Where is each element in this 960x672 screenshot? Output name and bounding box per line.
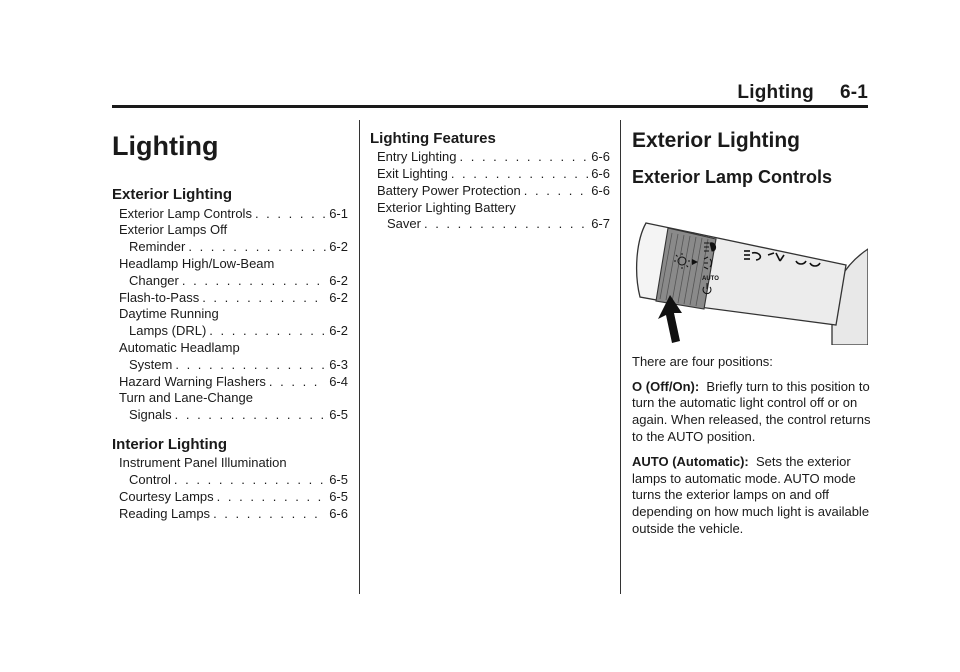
toc-leader-dots: [175, 407, 327, 424]
toc-entry-row: [119, 489, 348, 506]
section-title: Exterior Lighting: [632, 129, 800, 152]
toc-list: [370, 149, 610, 233]
header-page-number: 6-1: [839, 82, 868, 103]
intro-text: There are four positions:: [632, 353, 773, 369]
toc-entry[interactable]: [370, 200, 610, 234]
toc-entry-text: System: [129, 356, 173, 372]
position-text: Briefly turn to this position to turn the automatic light control off or on again. When released, the control returns to the AUTO position.: [632, 378, 871, 444]
toc-entry[interactable]: [112, 256, 348, 290]
column-divider-left: [359, 120, 360, 594]
toc-entry[interactable]: [112, 489, 348, 506]
position-descriptions: [632, 379, 872, 538]
position-term: AUTO (Automatic):: [632, 453, 749, 469]
toc-page-number: 6-2: [329, 323, 348, 339]
toc-entry-row: [377, 216, 610, 233]
toc-column-left: [112, 120, 348, 522]
toc-entry[interactable]: [112, 374, 348, 391]
toc-section-heading: Exterior Lighting: [112, 186, 232, 204]
toc-entry-row: [119, 323, 348, 340]
toc-entry-text: Exterior Lamp Controls: [119, 205, 252, 221]
subsection-title: Exterior Lamp Controls: [632, 167, 833, 188]
toc-page-number: 6-5: [329, 472, 348, 488]
toc-entry-text: Instrument Panel Illumination: [119, 455, 287, 471]
toc-entry-row: [119, 357, 348, 374]
lamp-control-figure: [632, 213, 868, 345]
toc-entry-row: [377, 149, 610, 166]
toc-leader-dots: [188, 239, 326, 256]
toc-leader-dots: [269, 374, 326, 391]
toc-list: [112, 206, 348, 424]
toc-page-number: 6-2: [329, 272, 348, 288]
toc-entry-text: Daytime Running: [119, 306, 219, 322]
toc-entry-text: Hazard Warning Flashers: [119, 373, 266, 389]
toc-leader-dots: [175, 357, 326, 374]
toc-entry[interactable]: [112, 290, 348, 307]
toc-page-number: 6-6: [591, 166, 610, 182]
toc-leader-dots: [182, 273, 326, 290]
toc-entry-text: Reading Lamps: [119, 505, 211, 521]
header-rule: [112, 105, 868, 108]
chapter-title: Lighting: [112, 131, 219, 161]
toc-column-middle: [370, 120, 610, 233]
header-section: Lighting: [737, 82, 814, 103]
toc-entry-text: Reminder: [129, 239, 186, 255]
toc-entry[interactable]: [112, 222, 348, 256]
toc-leader-dots: [174, 472, 326, 489]
toc-entry-text: Exit Lighting: [377, 166, 448, 182]
toc-page-number: 6-5: [329, 407, 348, 423]
toc-entry-text: Turn and Lane-Change: [119, 390, 253, 406]
toc-leader-dots: [213, 506, 326, 523]
toc-entry[interactable]: [112, 506, 348, 523]
position-term: (Off/On):: [645, 378, 700, 394]
toc-entry-text: Entry Lighting: [377, 149, 457, 165]
toc-entry[interactable]: [112, 206, 348, 223]
toc-leader-dots: [460, 149, 589, 166]
toc-entry-text: Automatic Headlamp: [119, 340, 240, 356]
toc-page-number: 6-2: [329, 289, 348, 305]
toc-left-sections: [112, 186, 348, 522]
toc-entry[interactable]: [112, 306, 348, 340]
toc-leader-dots: [255, 206, 326, 223]
toc-entry[interactable]: [112, 390, 348, 424]
toc-entry-row: [119, 290, 348, 307]
toc-section-heading: Lighting Features: [370, 130, 496, 147]
position-description: [632, 379, 872, 446]
toc-page-number: 6-6: [591, 182, 610, 198]
toc-leader-dots: [202, 290, 326, 307]
toc-entry-text: Exterior Lamps Off: [119, 222, 228, 238]
toc-entry-row: [119, 506, 348, 523]
toc-entry-text: Battery Power Protection: [377, 182, 521, 198]
toc-entry-text: Headlamp High/Low-Beam: [119, 256, 275, 272]
toc-entry-row: [119, 472, 348, 489]
toc-entry-text: Lamps (DRL): [129, 323, 207, 339]
toc-entry-text: Signals: [129, 407, 172, 423]
power-symbol-icon: O: [632, 378, 643, 394]
toc-leader-dots: [209, 323, 326, 340]
toc-page-number: 6-4: [329, 373, 348, 389]
position-text: Sets the exterior lamps to automatic mode. AUTO mode turns the exterior lamps on and off depending on how much light is available outside the vehicle.: [632, 453, 870, 536]
toc-page-number: 6-6: [591, 149, 610, 165]
toc-leader-dots: [451, 166, 588, 183]
toc-leader-dots: [524, 183, 588, 200]
content-column-right: [632, 120, 872, 538]
toc-page-number: 6-5: [329, 488, 348, 504]
toc-leader-dots: [424, 216, 588, 233]
toc-entry-text: Exterior Lighting Battery: [377, 199, 516, 215]
toc-page-number: 6-2: [329, 239, 348, 255]
toc-section-heading: Interior Lighting: [112, 436, 227, 453]
toc-entry-row: [119, 239, 348, 256]
toc-entry-text: Changer: [129, 272, 179, 288]
toc-page-number: 6-3: [329, 356, 348, 372]
toc-entry-row: [119, 273, 348, 290]
toc-entry-text: Saver: [387, 216, 421, 232]
toc-entry[interactable]: [370, 149, 610, 166]
toc-entry-row: [119, 206, 348, 223]
auto-position-label: AUTO: [702, 275, 719, 282]
position-description: [632, 454, 872, 538]
column-divider-right: [620, 120, 621, 594]
running-header: [112, 78, 868, 106]
header-text: [737, 82, 868, 104]
toc-entry-row: [119, 407, 348, 424]
toc-entry-text: Flash-to-Pass: [119, 289, 200, 305]
toc-list: [112, 455, 348, 522]
toc-entry-row: [377, 183, 610, 200]
toc-entry[interactable]: [112, 340, 348, 374]
lamp-control-stalk-illustration: [632, 213, 868, 345]
toc-entry[interactable]: [370, 166, 610, 183]
toc-entry-row: [377, 166, 610, 183]
toc-entry-row: [119, 374, 348, 391]
toc-entry-text: Control: [129, 472, 171, 488]
toc-leader-dots: [217, 489, 327, 506]
toc-page-number: 6-1: [329, 205, 348, 221]
toc-entry[interactable]: [112, 455, 348, 489]
toc-entry-text: Courtesy Lamps: [119, 488, 214, 504]
toc-entry[interactable]: [370, 183, 610, 200]
toc-page-number: 6-7: [591, 216, 610, 232]
toc-page-number: 6-6: [329, 505, 348, 521]
